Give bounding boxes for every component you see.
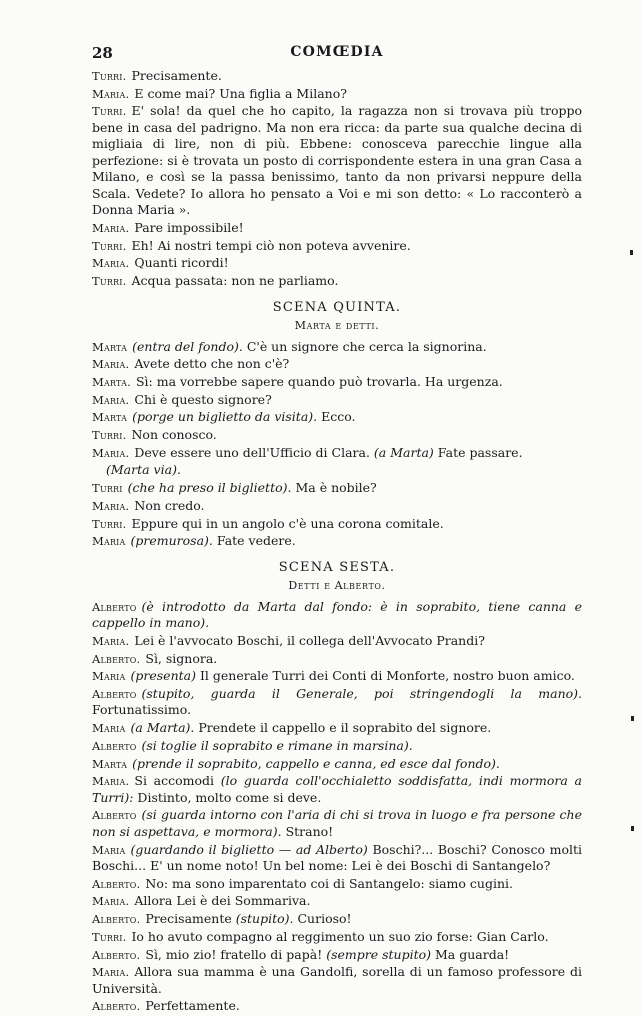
dialogue-line — [92, 273, 582, 290]
scene-heading: SCENA SESTA. — [278, 559, 396, 575]
line-text: Precisamente — [145, 911, 232, 927]
dialogue-line — [92, 255, 582, 272]
line-text: Fortunatissimo. — [92, 702, 192, 718]
dialogue-line — [92, 480, 582, 497]
line-text: Curioso! — [297, 911, 352, 927]
line-text: Sì: ma vorrebbe sapere quando può trovarla. Ha urgenza. — [135, 374, 503, 389]
stage-direction: (a Marta). — [130, 720, 195, 736]
dialogue-line — [92, 893, 582, 910]
scan-speck — [631, 716, 634, 721]
speaker: Turri. — [92, 69, 127, 83]
stage-direction: (porge un biglietto da visita). — [132, 409, 318, 425]
dialogue-line — [92, 68, 582, 85]
speaker: Maria — [92, 669, 126, 684]
scene-characters: Marta e detti. — [294, 319, 380, 333]
dialogue-line — [92, 339, 582, 356]
dialogue-line — [92, 392, 582, 409]
dialogue-line — [92, 409, 582, 426]
speaker: Maria. — [92, 392, 130, 407]
line-text: Allora sua mamma è una Gandolfi, sorella di un famoso professore di Università. — [92, 964, 582, 996]
speaker: Maria. — [92, 774, 130, 789]
dialogue-line — [92, 498, 582, 515]
dialogue-line — [92, 807, 582, 840]
speaker: Alberto. — [92, 876, 141, 891]
stage-direction: (prende il soprabito, cappello e canna, ed esce dal fondo). — [132, 755, 500, 771]
stage-direction: (è introdotto da Marta dal fondo: è in soprabito, tiene canna e cappello in mano). — [92, 598, 582, 631]
line-text: Pare impossibile! — [134, 220, 244, 236]
stage-direction: (si guarda intorno con l'aria di chi si trova in luogo e fra persone che non si aspettava, e mormora). — [92, 807, 582, 839]
line-text: Allora Lei è dei Sommariva. — [134, 893, 311, 909]
speaker: Turri. — [92, 929, 127, 944]
dialogue-line — [92, 633, 582, 650]
speaker: Turri. — [92, 104, 127, 119]
speaker: Alberto. — [92, 912, 141, 927]
line-text: E come mai? Una figlia a Milano? — [134, 85, 347, 101]
dialogue-line — [92, 842, 582, 875]
dialogue-line — [92, 533, 582, 550]
scene-heading: SCENA QUINTA. — [272, 299, 402, 315]
line-text: Eh! Ai nostri tempi ciò non poteva avvenire. — [131, 237, 411, 253]
stage-direction: (lo guarda coll'occhialetto soddisfatta, indi mormora a Turri): — [92, 773, 582, 805]
line-text: Deve essere uno dell'Ufficio di Clara. — [134, 444, 370, 460]
speaker: Maria. — [92, 633, 130, 648]
dialogue-line — [92, 427, 582, 444]
dialogue-line — [92, 998, 582, 1015]
speaker: Maria — [92, 842, 126, 857]
line-text: Boschi?... Boschi? Conosco molti Boschi... E' un nome noto! Un bel nome: Lei è dei Boschi di Santangelo? — [92, 841, 582, 874]
speaker: Maria. — [92, 965, 130, 980]
speaker: Alberto — [92, 686, 137, 701]
line-text: Chi è questo signore? — [134, 391, 272, 407]
dialogue-line — [92, 651, 582, 668]
scene-characters: Detti e Alberto. — [288, 579, 386, 593]
dialogue-line — [92, 911, 582, 928]
line-text: Eppure qui in un angolo c'è una corona comitale. — [131, 515, 444, 531]
stage-direction: (entra del fondo). — [132, 338, 243, 354]
dialogue-line — [92, 356, 582, 373]
dialogue-line — [92, 756, 582, 773]
stage-line — [92, 462, 582, 479]
line-text: Ma guarda! — [435, 946, 510, 962]
dialogue-body — [92, 68, 582, 1016]
speaker: Turri. — [92, 238, 127, 253]
speaker: Maria. — [92, 445, 130, 460]
dialogue-line — [92, 599, 582, 632]
line-text: Ecco. — [321, 409, 356, 425]
line-text: Lei è l'avvocato Boschi, il collega dell'Avvocato Prandi? — [134, 632, 485, 648]
dialogue-line — [92, 103, 582, 219]
line-text: No: ma sono imparentato coi di Santangelo: siamo cugini. — [145, 875, 513, 891]
scan-speck — [631, 826, 634, 831]
stage-direction: (stupito, guarda il Generale, poi stringendogli la mano). — [141, 685, 582, 701]
line-text: Acqua passata: non ne parliamo. — [131, 273, 339, 289]
speaker: Marta — [92, 756, 128, 771]
speaker: Maria — [92, 721, 126, 736]
speaker: Maria. — [92, 256, 130, 271]
stage-direction: (stupito). — [235, 911, 294, 927]
stage-direction: (premurosa). — [130, 533, 213, 549]
dialogue-line — [92, 929, 582, 946]
line-text: Io ho avuto compagno al reggimento un suo zio forse: Gian Carlo. — [131, 928, 549, 944]
line-text: Perfettamente. — [145, 998, 240, 1014]
line-text: E' sola! da quel che ho capito, la ragazza non si trovava più troppo bene in casa del padrigno. Ma non era ricca: da parte sua qualche decina di migliaia di lire, non di più. Ebbene: conosceva parecchie lingue alla perfezione: si è trovata un posto di corrispondente estera in una gran Casa a Milano, e così se la passa benissimo, tanto da non privarsi neppure della Scala. Vedete? Io allora ho pensato a Voi e mi son detto: « Lo racconterò a Donna Maria ». — [92, 103, 582, 218]
dialogue-line — [92, 516, 582, 533]
speaker: Marta. — [92, 375, 131, 389]
speaker: Turri. — [92, 274, 127, 289]
speaker: Maria. — [92, 221, 130, 236]
speaker: Turri — [92, 481, 123, 496]
speaker: Maria. — [92, 894, 130, 909]
running-title: COMŒDIA — [290, 44, 384, 60]
dialogue-line — [92, 445, 582, 462]
speaker: Marta — [92, 339, 128, 354]
line-text: Non credo. — [134, 497, 205, 513]
stage-direction: (che ha preso il biglietto). — [127, 480, 292, 496]
stage-direction: (si toglie il soprabito e rimane in marsina). — [141, 737, 413, 753]
speaker: Maria — [92, 534, 126, 549]
speaker: Alberto. — [92, 651, 141, 666]
speaker: Alberto — [92, 738, 137, 753]
speaker: Turri. — [92, 516, 127, 531]
dialogue-line — [92, 876, 582, 893]
line-text: Sì, signora. — [145, 650, 218, 666]
dialogue-line — [92, 668, 582, 685]
dialogue-line — [92, 220, 582, 237]
line-text: Distinto, molto come si deve. — [137, 789, 322, 805]
speaker: Turri. — [92, 428, 127, 443]
dialogue-line — [92, 964, 582, 997]
scan-speck — [630, 250, 633, 255]
line-text: C'è un signore che cerca la signorina. — [246, 338, 487, 354]
speaker: Alberto. — [92, 947, 141, 962]
line-text: Quanti ricordi! — [134, 255, 229, 271]
page-header — [92, 44, 582, 62]
dialogue-line — [92, 686, 582, 719]
dialogue-line — [92, 738, 582, 755]
dialogue-line — [92, 947, 582, 964]
dialogue-line — [92, 773, 582, 806]
speaker: Alberto. — [92, 999, 141, 1014]
line-text: Avete detto che non c'è? — [134, 356, 290, 372]
stage-direction: (Marta via). — [106, 462, 181, 478]
line-text: Precisamente. — [131, 68, 222, 83]
speaker: Marta — [92, 410, 128, 425]
line-text: Non conosco. — [131, 427, 217, 443]
line-text: Il generale Turri dei Conti di Monforte, nostro buon amico. — [199, 668, 575, 684]
dialogue-line — [92, 238, 582, 255]
line-text: Ma è nobile? — [295, 480, 377, 496]
speaker: Maria. — [92, 86, 130, 101]
dialogue-line — [92, 720, 582, 737]
line-text: Si accomodi — [134, 773, 215, 789]
stage-direction: (presenta) — [130, 668, 196, 684]
speaker: Maria. — [92, 498, 130, 513]
speaker: Maria. — [92, 357, 130, 372]
line-text: Fate passare. — [437, 444, 523, 460]
line-text: Strano! — [285, 823, 334, 839]
stage-direction: (sempre stupito) — [326, 946, 432, 962]
line-text: Sì, mio zio! fratello di papà! — [145, 946, 323, 962]
line-text: Prendete il cappello e il soprabito del signore. — [198, 720, 492, 736]
dialogue-line — [92, 86, 582, 103]
page-number: 28 — [92, 44, 113, 62]
speaker: Alberto — [92, 808, 137, 823]
stage-direction: (a Marta) — [373, 444, 434, 460]
stage-direction: (guardando il biglietto — ad Alberto) — [130, 841, 368, 857]
speaker: Alberto — [92, 599, 137, 614]
dialogue-line — [92, 374, 582, 391]
line-text: Fate vedere. — [216, 533, 296, 549]
